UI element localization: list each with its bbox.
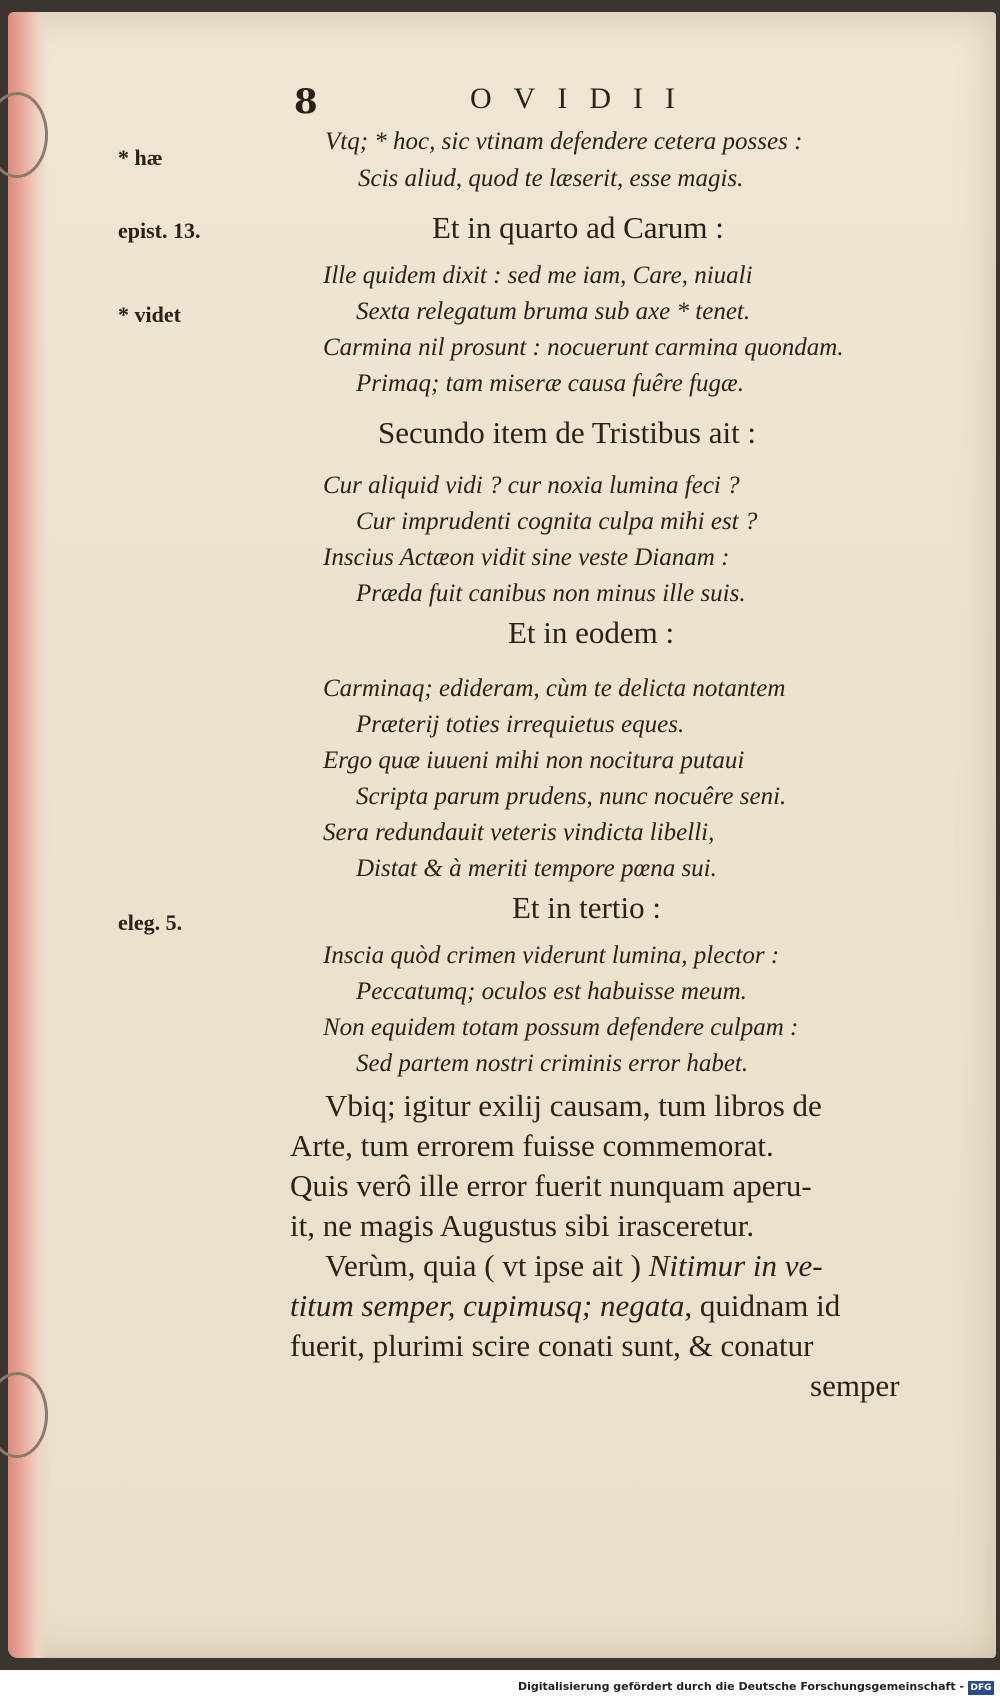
verse-line: Carminaq; edideram, cùm te delicta notantem: [323, 675, 786, 702]
verse-line: Scripta parum prudens, nunc nocuêre seni.: [356, 783, 787, 810]
prose-line: Arte, tum errorem fuisse commemorat.: [290, 1128, 774, 1163]
verse-line: Præda fuit canibus non minus ille suis.: [356, 580, 746, 607]
verse-line: Non equidem totam possum defendere culpam :: [323, 1014, 799, 1041]
verse-line: Sexta relegatum bruma sub axe * tenet.: [356, 298, 751, 325]
margin-note: * videt: [118, 302, 181, 327]
running-title: OVIDII: [470, 82, 697, 115]
section-heading: Et in quarto ad Carum :: [432, 210, 724, 245]
footer-bar: [0, 1678, 1000, 1700]
page-number: 8: [294, 82, 318, 122]
section-heading: Et in tertio :: [512, 890, 661, 925]
prose-line: it, ne magis Augustus sibi irasceretur.: [290, 1208, 755, 1243]
prose-line: Vbiq; igitur exilij causam, tum libros de: [325, 1088, 822, 1123]
verse-line: Scis aliud, quod te læserit, esse magis.: [358, 165, 744, 192]
verse-line: Primaq; tam miseræ causa fuêre fugæ.: [356, 370, 744, 397]
verse-line: Carmina nil prosunt : nocuerunt carmina quondam.: [323, 334, 844, 361]
verse-line: Vtq; * hoc, sic vtinam defendere cetera posses :: [325, 128, 803, 155]
prose-line: Quis verô ille error fuerit nunquam aperu-: [290, 1168, 812, 1203]
margin-note: * hæ: [118, 145, 163, 170]
verse-line: Ergo quæ iuueni mihi non nocitura putaui: [323, 747, 745, 774]
verse-line: Ille quidem dixit : sed me iam, Care, niuali: [323, 262, 753, 289]
verse-line: Peccatumq; oculos est habuisse meum.: [356, 978, 747, 1005]
verse-line: Sera redundauit veteris vindicta libelli,: [323, 819, 715, 846]
prose-line: [325, 1248, 935, 1284]
margin-note: eleg. 5.: [118, 910, 183, 935]
verse-line: Distat & à meriti tempore pœna sui.: [356, 855, 717, 882]
verse-line: Sed partem nostri criminis error habet.: [356, 1050, 749, 1077]
prose-quote: titum semper, cupimusq; negata: [290, 1288, 685, 1323]
margin-note: epist. 13.: [118, 218, 201, 243]
section-heading: Et in eodem :: [508, 615, 675, 650]
prose-text: , quidnam id: [684, 1288, 841, 1323]
footer-credit: Digitalisierung gefördert durch die Deutsche Forschungsgemeinschaft -: [517, 1680, 964, 1693]
prose-quote: Nitimur in ve-: [648, 1248, 823, 1283]
prose-line: fuerit, plurimi scire conati sunt, & conatur: [290, 1328, 814, 1363]
section-heading: Secundo item de Tristibus ait :: [378, 415, 757, 450]
verse-line: Inscius Actæon vidit sine veste Dianam :: [323, 544, 730, 571]
verse-line: Inscia quòd crimen viderunt lumina, plector :: [323, 942, 780, 969]
catchword: semper: [810, 1368, 900, 1403]
prose-line: [290, 1288, 900, 1324]
dfg-logo: DFG: [968, 1681, 994, 1695]
verse-line: Cur imprudenti cognita culpa mihi est ?: [356, 508, 758, 535]
verse-line: Cur aliquid vidi ? cur noxia lumina feci ?: [323, 472, 740, 499]
prose-text: Verùm, quia ( vt ipse ait ): [325, 1248, 649, 1283]
verse-line: Præterij toties irrequietus eques.: [356, 711, 685, 738]
